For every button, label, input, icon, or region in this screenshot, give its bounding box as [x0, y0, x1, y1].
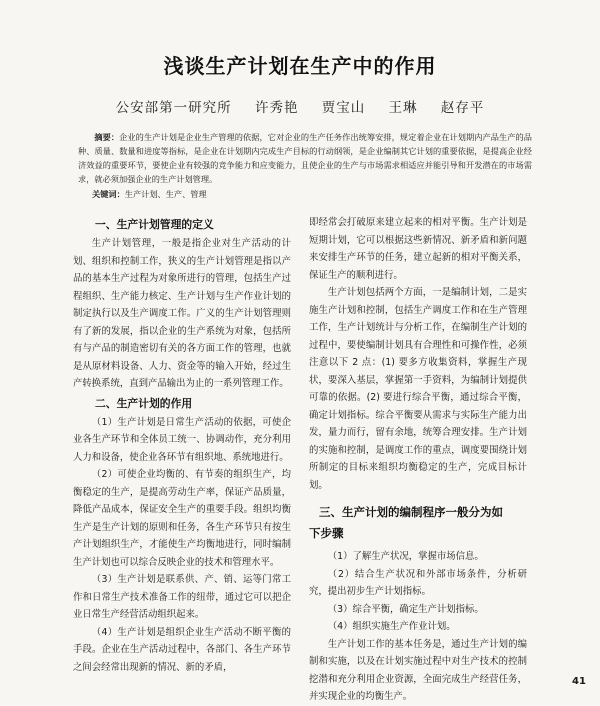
list-item: （1）了解生产状况，掌握市场信息。	[327, 551, 484, 562]
abstract-block	[78, 130, 532, 201]
list-item: （2）结合生产状况和外部市场条件，分析研究，提出初步生产计划指标。	[309, 568, 527, 597]
abstract-label: 摘要：	[94, 132, 120, 142]
body-paragraph: （3）生产计划是联系供、产、销、运等门常工作和日常生产技术准备工作的纽带，通过它可以把企业日常生产经营活动组织起来。	[73, 574, 291, 620]
left-column	[73, 214, 291, 676]
list-item: （4）组织实施生产作业计划。	[327, 621, 456, 632]
abstract-text: 企业的生产计划是企业生产管理的依据，它对企业的生产任务作出统筹安排，规定着企业在计划期内产品生产的品种、质量、数量和进度等指标，是企业在计划期内完成生产目标的行动纲领，是企业编制其它计划的重要依据，是提高企业经济效益的重要环节，要使企业有较强的竞争能力和应变能力，且使企业的生产与市场需求相适应并能引导和开发潜在的市场需求，就必须加强企业的生产计划管理。	[78, 132, 532, 184]
right-column	[309, 214, 527, 706]
author-name: 赵存平	[440, 100, 485, 116]
author-name: 王琳	[388, 100, 418, 116]
section-heading: 一、生产计划管理的定义	[95, 218, 214, 231]
section-heading-line: 下步骤	[309, 526, 344, 540]
list-item: （3）综合平衡，确定生产计划指标。	[327, 603, 484, 615]
affiliation: 公安部第一研究所	[115, 100, 232, 116]
page-number: 41	[572, 676, 586, 687]
author-line	[0, 96, 600, 116]
section-heading-line: 三、生产计划的编制程序一般分为如	[319, 505, 503, 519]
body-paragraph: 生产计划包括两个方面，一是编制计划，二是实施生产计划和控制，包括生产调度工作和在生产管理工作，生产计划统计与分析工作，在编制生产计划的过程中，要使编制计划具有合理性和可操作性，必须注意以下 2 点：(1) 要多方收集资料，掌握生产现状，要深入基层，掌握第一手资料，为编制计划提供可靠的依据。(2) 要进行综合平衡，通过综合平衡，确定计划指标。综合平衡要从需求与实际生产能力出发，量力而行，留有余地，统筹合理安排。生产计划的实施和控制，是调度工作的重点，调度要围绕计划所制定的目标来组织均衡稳定的生产，完成目标计划。	[309, 287, 527, 491]
paper-title: 浅谈生产计划在生产中的作用	[163, 54, 437, 78]
keywords-line	[78, 187, 532, 201]
body-paragraph: （4）生产计划是组织企业生产活动不断平衡的手段。企业在生产活动过程中，各部门、各生产环节之间会经常出现新的情况、新的矛盾，	[73, 626, 291, 673]
body-paragraph: （2）可使企业均衡的、有节奏的组织生产，均衡稳定的生产，是提高劳动生产率，保证产品质量，降低产品成本，保证安全生产的重要手段。组织均衡生产是生产计划的原则和任务，各生产环节只有按生产计划组织生产，才能使生产均衡地进行，同时编制生产计划也可以综合反映企业的技术和管理水平。	[73, 469, 291, 568]
keywords-label: 关键词：	[92, 189, 125, 199]
body-paragraph: 生产计划管理，一般是指企业对生产活动的计划、组织和控制工作，狭义的生产计划管理是指以产品的基本生产过程为对象所进行的管理，包括生产过程组织、生产能力核定、生产计划与生产作业计划的制定执行以及生产调度工作。广义的生产计划管理则有了新的发展，指以企业的生产系统为对象，包括所有与产品的制造密切有关的各方面工作的管理，也就是从原材料设备、人力、资金等的输入开始，经过生产转换系统，直到产品输出为止的一系列管理工作。	[73, 238, 291, 389]
body-paragraph: （1）生产计划是日常生产活动的依据，可使企业各生产环节和全体员工统一、协调动作，充分利用人力和设备，使企业各环节有组织地、系统地进行。	[73, 416, 291, 463]
body-paragraph: 即经常会打破原来建立起来的相对平衡。生产计划是短期计划，它可以根据这些新情况、新矛盾和新问题来安排生产环节的任务，建立起新的相对平衡关系，保证生产的顺利进行。	[309, 217, 527, 281]
section-heading	[309, 502, 527, 544]
abstract-paragraph	[78, 130, 532, 186]
author-name: 许秀艳	[254, 100, 299, 116]
body-paragraph: 生产计划工作的基本任务是，通过生产计划的编制和实施，以及在计划实施过程中对生产技术的控制挖潜和充分利用企业资源，全面完成生产经营任务，并实现企业的均衡生产。	[309, 638, 527, 702]
author-name: 贾宝山	[321, 100, 366, 116]
keywords-text: 生产计划、生产、管理	[124, 189, 207, 199]
section-heading: 二、生产计划的作用	[95, 396, 193, 410]
